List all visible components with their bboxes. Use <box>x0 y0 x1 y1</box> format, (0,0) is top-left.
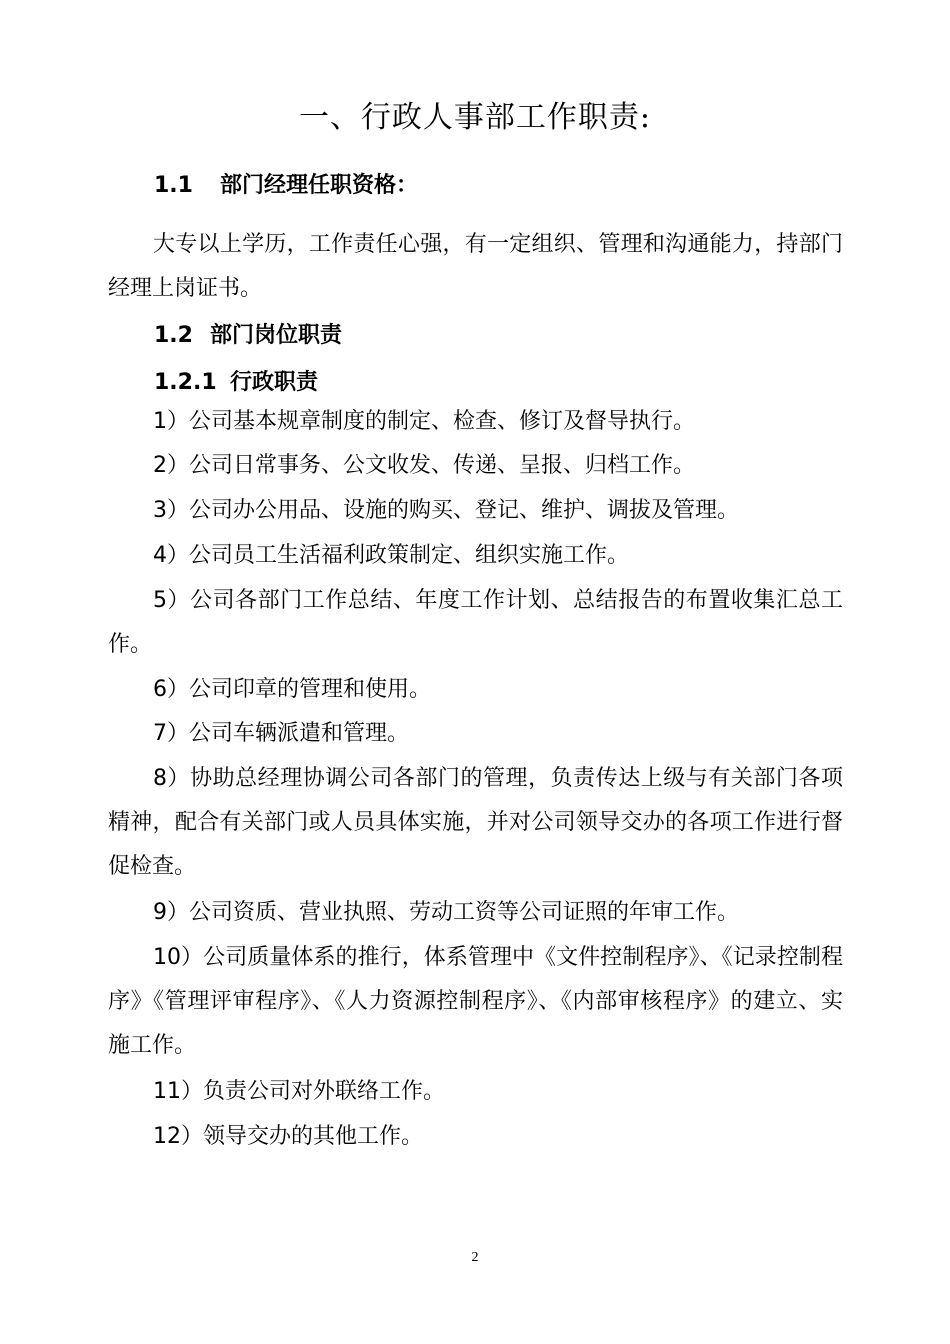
section-1-2-heading <box>154 318 342 349</box>
section-title: 部门岗位职责 <box>210 323 343 348</box>
list-item: 10）公司质量体系的推行，体系管理中《文件控制程序》、《记录控制程序》《管理评审程序》、《人力资源控制程序》、《内部审核程序》的建立、实施工作。 <box>108 945 843 1058</box>
section-number: 1.2 <box>154 323 193 348</box>
section-number: 1.1 <box>154 173 193 198</box>
list-item: 3）公司办公用品、设施的购买、登记、维护、调拔及管理。 <box>153 498 739 523</box>
list-item: 9）公司资质、营业执照、劳动工资等公司证照的年审工作。 <box>153 900 739 925</box>
section-number: 1.2.1 <box>154 370 217 395</box>
list-item: 6）公司印章的管理和使用。 <box>153 677 431 702</box>
qualification-paragraph: 大专以上学历，工作责任心强，有一定组织、管理和沟通能力，持部门经理上岗证书。 <box>108 232 843 301</box>
page-number: 2 <box>471 1250 479 1265</box>
document-title: 一、行政人事部工作职责: <box>298 100 652 135</box>
section-1-2-1-heading <box>154 365 318 396</box>
list-item: 4）公司员工生活福利政策制定、组织实施工作。 <box>153 543 629 568</box>
section-title: 部门经理任职资格： <box>220 173 419 198</box>
list-item: 1）公司基本规章制度的制定、检查、修订及督导执行。 <box>153 409 695 434</box>
list-item: 2）公司日常事务、公文收发、传递、呈报、归档工作。 <box>153 453 695 478</box>
list-item: 11）负责公司对外联络工作。 <box>153 1079 445 1104</box>
list-item: 12）领导交办的其他工作。 <box>153 1124 423 1149</box>
list-item: 7）公司车辆派遣和管理。 <box>153 721 409 746</box>
list-item: 5）公司各部门工作总结、年度工作计划、总结报告的布置收集汇总工作。 <box>108 588 843 657</box>
section-title: 行政职责 <box>230 370 319 395</box>
section-1-1-heading <box>154 168 418 199</box>
list-item: 8）协助总经理协调公司各部门的管理，负责传达上级与有关部门各项精神，配合有关部门或人员具体实施，并对公司领导交办的各项工作进行督促检查。 <box>108 766 843 879</box>
